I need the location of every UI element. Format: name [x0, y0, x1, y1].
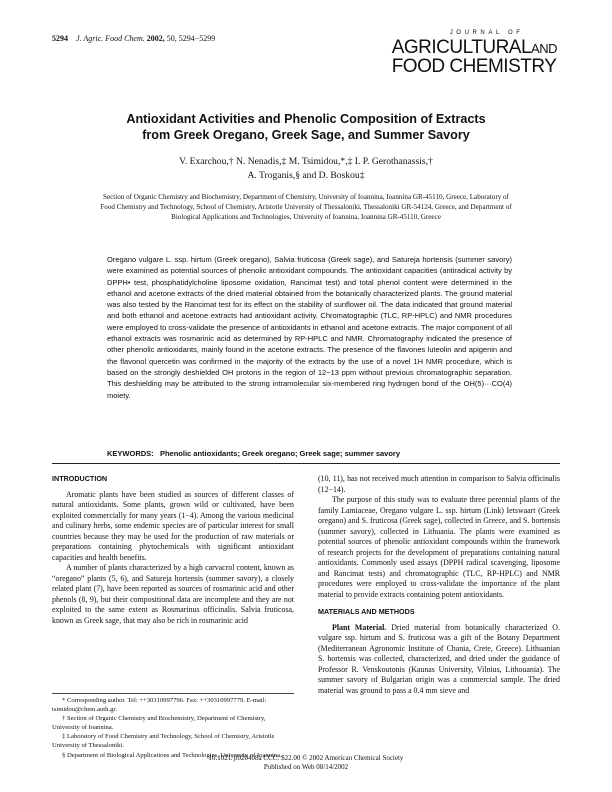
footnote-corresponding: * Corresponding author. Tel: ++30310997796. Fax: ++30310997779. E-mail: tsimidou@chem.auth.gr. — [52, 697, 267, 713]
title-line1: Antioxidant Activities and Phenolic Composition of Extracts — [126, 112, 486, 126]
logo-and: AND — [531, 41, 557, 56]
page-number: 5294 — [52, 34, 68, 43]
left-column — [52, 474, 294, 626]
abstract: Oregano vulgare L. ssp. hirtum (Greek oregano), Salvia fruticosa (Greek sage), and Satureja hortensis (summer savory) were examined as potential sources of phenolic antioxidant compounds. The antioxidant capacities (antiradical activity by DPPH• test, phosphatidylcholine liposome oxidation, Rancimat test) and total phenol content were determined in the ethanol and acetone extracts of the dried material obtained from the botanically characterized plants. The ground material was also tested by the Rancimat test for its effect on the stability of sunflower oil. The data indicated that ground material and both ethanol and acetone extracts had antioxidant activity. Chromatographic (TLC, RP-HPLC) and NMR procedures were employed to cross-validate the presence of antioxidants in ethanol and acetone extracts. The major component of all ethanol extracts was rosmarinic acid as determined by RP-HPLC and NMR. Chromatography indicated the presence of other phenolic antioxidants, mainly found in the acetone extracts. The presence of the flavones luteolin and apigenin and the flavonol quercetin was confirmed in the majority of the extracts by the use of a novel 1H NMR procedure, which is based on the strongly deshielded OH protons in the region of 12−13 ppm without previous chromatographic separation. This deshielding may be attributed to the strong intramolecular six-membered ring hydrogen bond of the OH(5)···CO(4) moiety. — [107, 255, 512, 400]
footer-doi-line: 10.1021/jf020408a CCC: $22.00 © 2002 American Chemical Society — [208, 754, 404, 762]
footnote-2: ‡ Laboratory of Food Chemistry and Technology, School of Chemistry, Aristotle University of Thessaloniki. — [52, 733, 275, 749]
footnote-1: † Section of Organic Chemistry and Biochemistry, Department of Chemistry, University of Ioannina. — [52, 715, 266, 731]
methods-paragraph-1 — [318, 623, 560, 697]
footer-published-line: Published on Web 08/14/2002 — [263, 763, 349, 771]
intro-heading: INTRODUCTION — [52, 474, 108, 483]
year: 2002, — [146, 34, 165, 43]
article-title — [60, 112, 552, 143]
keywords-label: KEYWORDS: — [107, 449, 154, 458]
running-header — [52, 34, 215, 43]
affiliations: Section of Organic Chemistry and Biochemistry, Department of Chemistry, University of Ioannina, Ioannina GR-45110, Greece, Laboratory of Food Chemistry and Technology, School of Chemistry, Aristotle University of Thessaloniki, Thessaloniki GR-54124, Greece, and Department of Biological Applications and Technologies, University of Ioannina, Ioannina GR-45110, Greece — [100, 193, 512, 221]
logo-line2: FOOD CHEMISTRY — [391, 56, 557, 77]
intro-paragraph-3: (10, 11), has not received much attention in comparison to Salvia officinalis (12−14). — [318, 474, 560, 494]
keywords-divider — [52, 463, 560, 464]
author-list — [60, 155, 552, 183]
intro-paragraph-2: A number of plants characterized by a high carvacrol content, known as “oregano” plants (5, 6), and Satureja hortensis (summer savory), a closely related plant (7), have been reported as sources of rosmarinic acid and other phenols (8, 9), but their compositional data are incomplete and they are not exploited to the same extent as Rosmarinus officinalis. Salvia fruticosa, known as Greek sage, that may also be rich in rosmarinic acid — [52, 563, 294, 625]
journal-abbrev: J. Agric. Food Chem. — [76, 34, 145, 43]
logo-journal-of: JOURNAL OF — [449, 30, 524, 36]
logo-line1 — [392, 38, 557, 57]
plant-material-subheading: Plant Material. — [332, 622, 387, 632]
intro-paragraph-1: Aromatic plants have been studied as sources of different classes of natural antioxidants. Some plants, grown wild or cultivated, have been exploited commercially for many years (1−4). Among the various medicinal and culinary herbs, some endemic species are of particular interest for small countries because they may be used for the production of raw materials or preparations containing phytochemicals with significant antioxidant capacities and health benefits. — [52, 489, 294, 562]
keywords-text: Phenolic antioxidants; Greek oregano; Greek sage; summer savory — [159, 449, 401, 458]
footnote-3: § Department of Biological Applications and Technologies, University of Ioannina. — [62, 751, 282, 759]
methods-heading: MATERIALS AND METHODS — [318, 607, 415, 616]
keywords — [107, 449, 512, 458]
title-line2: from Greek Oregano, Greek Sage, and Summer Savory — [142, 127, 470, 142]
volume-pages: 50, 5294−5299 — [166, 34, 216, 43]
intro-paragraph-4: The purpose of this study was to evaluate three perennial plants of the family Lamiaceae, Oregano vulgare L. ssp. hirtum (Link) Ietswaart (Greek oregano) and S. fruticosa (Greek sage), collected in Greece, and S. hortensis (summer savory), collected in Lithuania. The plants were examined as potential sources of phenolic antioxidant compounds within the framework of research projects for the development of preparations containing natural antioxidants. Commonly used assays (DPPH radical scavenging, liposome and Rancimat tests) and chromatographic (TLC, RP-HPLC) and NMR procedures were employed to cross-validate the importance of the plant material to provide extracts containing potent antioxidants. — [318, 495, 560, 599]
journal-logo — [392, 30, 557, 76]
authors-line2: A. Troganis,§ and D. Boskou‡ — [247, 170, 365, 181]
footnotes — [52, 697, 294, 761]
footnote-divider — [52, 693, 294, 694]
page-footer — [60, 754, 552, 772]
right-column — [318, 474, 560, 696]
authors-line1: V. Exarchou,† N. Nenadis,‡ M. Tsimidou,*,‡ I. P. Gerothanassis,† — [179, 156, 433, 167]
logo-agricultural: AGRICULTURAL — [391, 37, 532, 58]
plant-material-text: Dried material from botanically characterized O. vulgare ssp. hirtum and S. fruticosa was a gift of the Botany Department (Mediterranean Agronomic Institute of Chania, Crete, Greece). Lithuanian S. hortensis was collected, characterized, and dried under the guidance of Professor R. Venskoutonis (Kaunas University, Vilnius, Lithouania). The summer savory of Bulgarian origin was a commercial sample. The dried material was ground to pass a 0.4 mm sieve and — [318, 622, 560, 695]
